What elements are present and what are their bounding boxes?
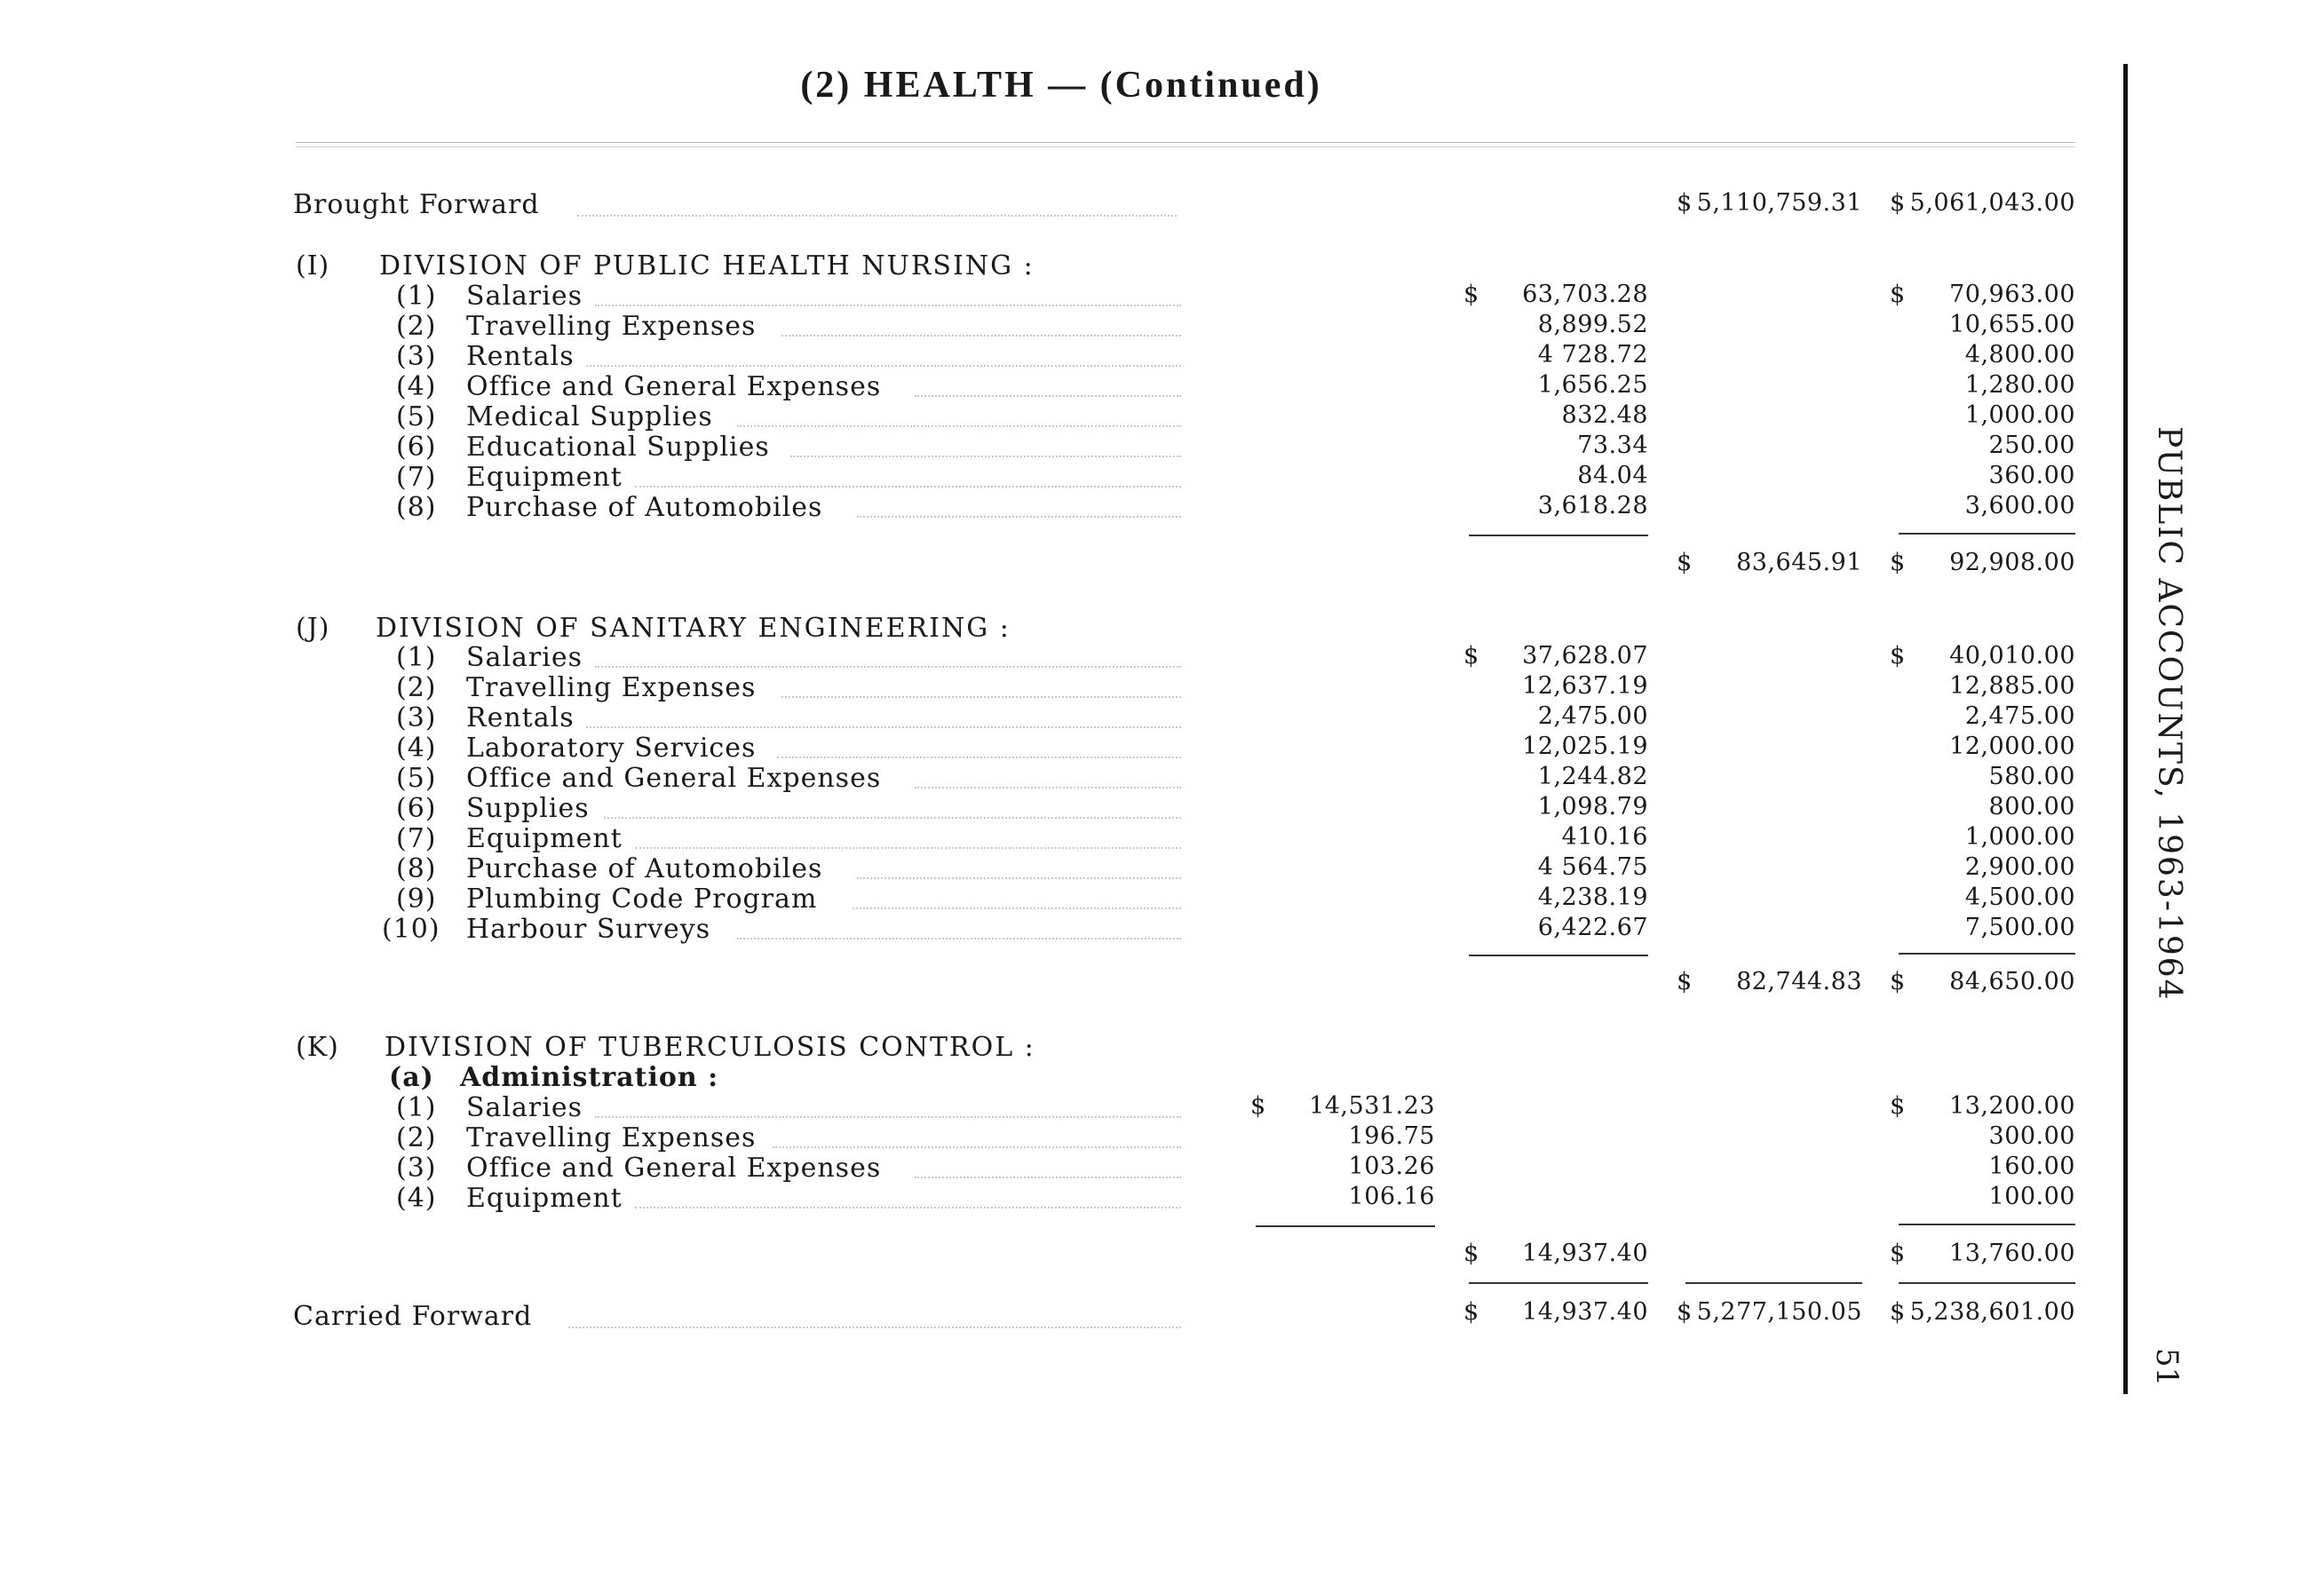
section-marker: (J)	[296, 613, 330, 644]
currency-sign: $	[1250, 1092, 1266, 1120]
item-amount-col2: 37,628.07	[1522, 642, 1648, 670]
item-label: Salaries	[466, 281, 583, 312]
item-label: Educational Supplies	[466, 432, 770, 463]
item-amount-col4: 1,280.00	[1964, 371, 2075, 399]
header-rule	[296, 142, 2075, 147]
currency-sign: $	[1463, 281, 1479, 308]
item-amount-col4: 3,600.00	[1964, 492, 2075, 519]
item-number: (9)	[396, 884, 437, 915]
margin-rule	[2123, 64, 2128, 1394]
item-amount-col4: 100.00	[1988, 1183, 2075, 1210]
currency-sign: $	[1890, 1092, 1906, 1120]
item-amount-col2: 73.34	[1577, 432, 1648, 459]
item-label: Office and General Expenses	[466, 1153, 882, 1184]
item-label: Purchase of Automobiles	[466, 853, 823, 884]
leader-dots	[586, 365, 1181, 367]
currency-sign: $	[1677, 1298, 1693, 1326]
section-total-col2: 14,937.40	[1522, 1240, 1648, 1267]
item-number: (3)	[396, 702, 437, 733]
item-number: (2)	[396, 1122, 437, 1153]
item-amount-col2: 4 564.75	[1537, 853, 1648, 881]
item-label: Equipment	[466, 1183, 623, 1214]
leader-dots	[635, 847, 1181, 849]
carried-forward-col3: 5,277,150.05	[1696, 1298, 1862, 1326]
item-label: Rentals	[466, 341, 575, 372]
item-amount-col2: 6,422.67	[1537, 914, 1648, 941]
item-amount-col4: 2,475.00	[1964, 702, 2075, 730]
item-amount-col4: 160.00	[1988, 1153, 2075, 1180]
item-amount-col1: 14,531.23	[1309, 1092, 1435, 1120]
section-total-col4: 84,650.00	[1949, 968, 2075, 995]
currency-sign: $	[1890, 642, 1906, 670]
leader-dots	[773, 1146, 1181, 1148]
item-number: (7)	[396, 823, 437, 854]
leader-dots	[635, 1207, 1181, 1209]
item-label: Laboratory Services	[466, 733, 757, 764]
subtotal-rule	[1899, 1224, 2075, 1225]
section-total-col3: 82,744.83	[1736, 968, 1862, 995]
currency-sign: $	[1463, 1298, 1479, 1326]
item-amount-col2: 1,656.25	[1537, 371, 1648, 399]
section-heading: DIVISION OF PUBLIC HEALTH NURSING :	[379, 250, 1035, 281]
item-label: Salaries	[466, 1092, 583, 1123]
subtotal-rule	[1256, 1225, 1435, 1227]
currency-sign: $	[1463, 1240, 1479, 1267]
brought-forward-col4: 5,061,043.00	[1909, 189, 2075, 217]
item-label: Rentals	[466, 702, 575, 733]
item-amount-col4: 360.00	[1988, 462, 2075, 489]
total-rule	[1685, 1282, 1862, 1284]
leader-dots	[853, 907, 1181, 909]
brought-forward-col3: 5,110,759.31	[1696, 189, 1862, 217]
leader-dots	[635, 486, 1181, 487]
item-number: (4)	[396, 733, 437, 764]
leader-dots	[586, 726, 1181, 728]
leader-dots	[915, 1177, 1181, 1178]
item-amount-col4: 4,500.00	[1964, 884, 2075, 911]
section-total-col4: 92,908.00	[1949, 549, 2075, 576]
leader-dots	[781, 696, 1181, 698]
item-label: Purchase of Automobiles	[466, 492, 823, 523]
item-number: (4)	[396, 1183, 437, 1214]
item-amount-col2: 4,238.19	[1537, 884, 1648, 911]
item-number: (8)	[396, 492, 437, 523]
item-amount-col4: 10,655.00	[1949, 311, 2075, 338]
leader-dots	[857, 877, 1181, 879]
item-amount-col4: 7,500.00	[1964, 914, 2075, 941]
item-label: Travelling Expenses	[466, 672, 757, 703]
subtotal-rule	[1899, 953, 2075, 955]
item-amount-col1: 103.26	[1348, 1153, 1435, 1180]
side-title: PUBLIC ACCOUNTS, 1963-1964	[2151, 426, 2187, 1002]
leader-dots	[857, 516, 1181, 518]
item-label: Salaries	[466, 642, 583, 673]
item-amount-col1: 196.75	[1348, 1122, 1435, 1150]
item-number: (6)	[396, 432, 437, 463]
item-amount-col2: 12,025.19	[1522, 733, 1648, 760]
item-amount-col2: 12,637.19	[1522, 672, 1648, 700]
total-rule	[1469, 1282, 1648, 1284]
leader-dots	[577, 215, 1177, 217]
leader-dots	[790, 456, 1181, 457]
leader-dots	[595, 305, 1181, 306]
item-amount-col2: 832.48	[1561, 401, 1648, 429]
leader-dots	[915, 395, 1181, 397]
item-amount-col2: 410.16	[1561, 823, 1648, 851]
leader-dots	[781, 335, 1181, 337]
item-amount-col4: 12,000.00	[1949, 733, 2075, 760]
currency-sign: $	[1677, 968, 1693, 995]
item-number: (7)	[396, 462, 437, 493]
item-label: Plumbing Code Program	[466, 884, 818, 915]
section-marker: (I)	[296, 250, 330, 281]
currency-sign: $	[1890, 1240, 1906, 1267]
leader-dots	[604, 817, 1181, 819]
item-amount-col2: 1,098.79	[1537, 793, 1648, 820]
subtotal-rule	[1899, 533, 2075, 535]
item-amount-col2: 1,244.82	[1537, 763, 1648, 790]
currency-sign: $	[1677, 189, 1693, 217]
item-label: Travelling Expenses	[466, 311, 757, 342]
total-rule	[1899, 1282, 2075, 1284]
carried-forward-label: Carried Forward	[293, 1301, 533, 1332]
item-amount-col4: 2,900.00	[1964, 853, 2075, 881]
item-amount-col4: 580.00	[1988, 763, 2075, 790]
item-label: Office and General Expenses	[466, 763, 882, 794]
item-amount-col4: 12,885.00	[1949, 672, 2075, 700]
item-number: (6)	[396, 793, 437, 824]
leader-dots	[568, 1327, 1181, 1328]
item-number: (1)	[396, 1092, 437, 1123]
item-number: (4)	[396, 371, 437, 402]
item-label: Office and General Expenses	[466, 371, 882, 402]
brought-forward-label: Brought Forward	[293, 189, 540, 220]
section-marker: (K)	[296, 1032, 339, 1063]
leader-dots	[915, 787, 1181, 788]
item-label: Equipment	[466, 462, 623, 493]
leader-dots	[595, 666, 1181, 668]
subtotal-rule	[1469, 535, 1648, 536]
item-number: (5)	[396, 401, 437, 432]
item-number: (3)	[396, 341, 437, 372]
item-amount-col2: 4 728.72	[1537, 341, 1648, 368]
leader-dots	[777, 757, 1181, 758]
item-number: (2)	[396, 311, 437, 342]
currency-sign: $	[1890, 549, 1906, 576]
item-amount-col4: 4,800.00	[1964, 341, 2075, 368]
item-number: (2)	[396, 672, 437, 703]
item-number: (1)	[396, 642, 437, 673]
page-title: (2) HEALTH — (Continued)	[800, 65, 1322, 106]
section-heading: DIVISION OF TUBERCULOSIS CONTROL :	[385, 1032, 1035, 1063]
currency-sign: $	[1463, 642, 1479, 670]
item-label: Equipment	[466, 823, 623, 854]
item-number: (10)	[382, 914, 440, 945]
item-amount-col4: 70,963.00	[1949, 281, 2075, 308]
item-amount-col4: 13,200.00	[1949, 1092, 2075, 1120]
currency-sign: $	[1890, 968, 1906, 995]
item-amount-col2: 8,899.52	[1537, 311, 1648, 338]
leader-dots	[737, 938, 1181, 939]
item-amount-col2: 84.04	[1577, 462, 1648, 489]
item-number: (8)	[396, 853, 437, 884]
currency-sign: $	[1890, 189, 1906, 217]
carried-forward-col2: 14,937.40	[1522, 1298, 1648, 1326]
leader-dots	[737, 425, 1181, 427]
item-amount-col1: 106.16	[1348, 1183, 1435, 1210]
item-amount-col2: 2,475.00	[1537, 702, 1648, 730]
item-label: Travelling Expenses	[466, 1122, 757, 1153]
item-amount-col4: 250.00	[1988, 432, 2075, 459]
carried-forward-col4: 5,238,601.00	[1909, 1298, 2075, 1326]
section-heading: DIVISION OF SANITARY ENGINEERING :	[376, 613, 1011, 644]
subsection-marker: (a)	[389, 1062, 434, 1093]
item-amount-col4: 300.00	[1988, 1122, 2075, 1150]
item-amount-col4: 40,010.00	[1949, 642, 2075, 670]
item-amount-col4: 800.00	[1988, 793, 2075, 820]
currency-sign: $	[1890, 1298, 1906, 1326]
item-number: (5)	[396, 763, 437, 794]
item-label: Medical Supplies	[466, 401, 713, 432]
item-amount-col2: 63,703.28	[1522, 281, 1648, 308]
currency-sign: $	[1677, 549, 1693, 576]
subtotal-rule	[1469, 955, 1648, 956]
section-total-col3: 83,645.91	[1736, 549, 1862, 576]
item-amount-col2: 3,618.28	[1537, 492, 1648, 519]
page-number: 51	[2149, 1348, 2185, 1387]
item-number: (1)	[396, 281, 437, 312]
currency-sign: $	[1890, 281, 1906, 308]
leader-dots	[595, 1116, 1181, 1118]
subsection-heading: Administration :	[460, 1062, 719, 1093]
item-amount-col4: 1,000.00	[1964, 823, 2075, 851]
section-total-col4: 13,760.00	[1949, 1240, 2075, 1267]
item-label: Supplies	[466, 793, 590, 824]
item-number: (3)	[396, 1153, 437, 1184]
item-label: Harbour Surveys	[466, 914, 711, 945]
item-amount-col4: 1,000.00	[1964, 401, 2075, 429]
